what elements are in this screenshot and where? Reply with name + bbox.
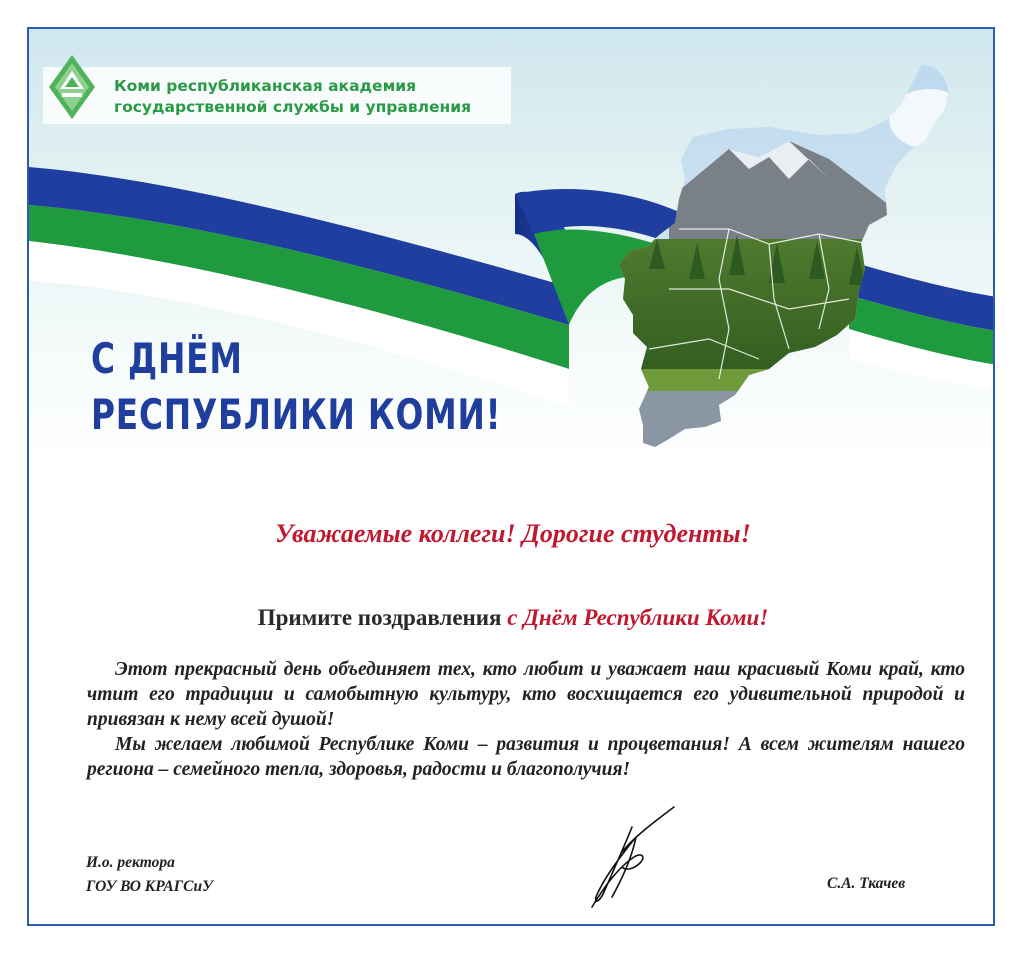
signer-title-line1: И.о. ректора [86,854,175,871]
komi-map-icon [29,29,995,926]
headline-line1: С ДНЁМ [91,334,243,383]
holiday-headline [91,331,501,443]
greeting-heading: Уважаемые коллеги! Дорогие студенты! [275,519,751,548]
signer-title-line2: ГОУ ВО КРАГСиУ [86,878,213,895]
message-body [87,657,965,782]
signer-name: С.А. Ткачев [827,875,906,892]
greeting-card [27,27,995,926]
congrats-line [29,605,995,631]
organization-name-line1: Коми республиканская академия [114,77,417,95]
signature-icon [564,797,684,917]
organization-name-line2: государственной службы и управления [114,98,472,116]
congrats-prefix: Примите поздравления [257,605,508,630]
congrats-accent: с Днём Республики Коми! [507,605,769,630]
signer-title [86,851,213,899]
message-paragraph-2: Мы желаем любимой Республике Коми – развития и процветания! А всем жителям нашего региона – семейного тепла, здоровья, радости и благополучия! [87,734,965,780]
headline-line2: РЕСПУБЛИКИ КОМИ! [91,390,502,439]
message-paragraph-1: Этот прекрасный день объединяет тех, кто любит и уважает наш красивый Коми край, кто чтит его традиции и самобытную культуру, кто восхищается его удивительной природой и привязан к нему всей душой! [87,659,965,730]
